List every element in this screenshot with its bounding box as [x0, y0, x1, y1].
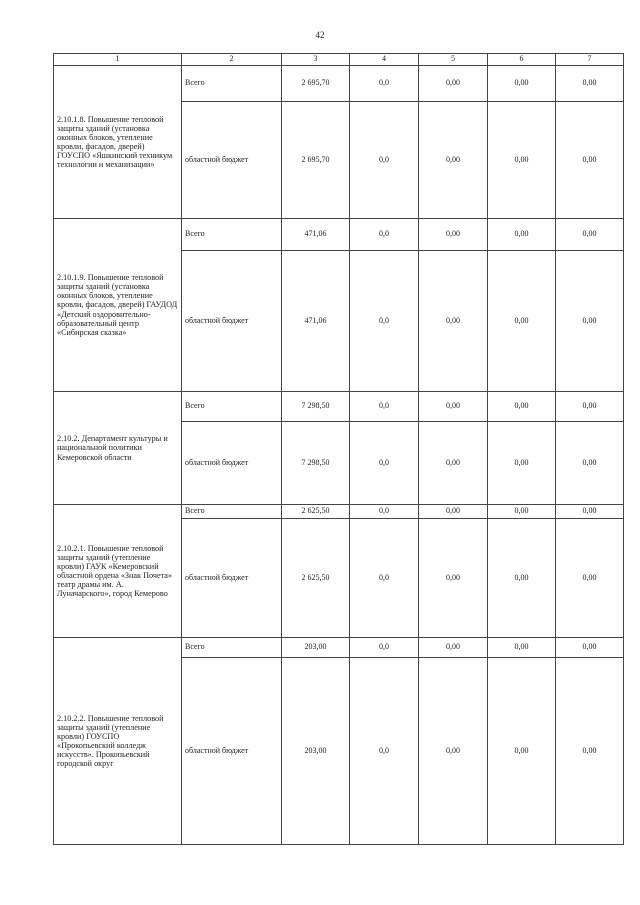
column-header: 1 [54, 54, 182, 66]
value-cell-col5: 0,00 [419, 251, 488, 392]
value-cell-col4: 0,0 [350, 66, 419, 102]
value-cell-col4: 0,0 [350, 519, 419, 638]
value-cell-col6: 0,00 [488, 219, 556, 251]
measure-name-cell: 2.10.2. Департамент культуры и национальной политики Кемеровской области [54, 392, 182, 505]
table-row-total [54, 638, 624, 658]
measure-name-cell: 2.10.1.9. Повышение тепловой защиты зданий (установка оконных блоков, утепление кровли, фасадов, дверей) ГАУДОД «Детский оздоровительно-образовательный центр «Сибирская сказка» [54, 219, 182, 392]
measure-name-cell: 2.10.2.2. Повышение тепловой защиты зданий (утепление кровли) ГОУСПО «Прокопьевский колледж искусств». Прокопьевский городской округ [54, 638, 182, 845]
column-header: 7 [556, 54, 624, 66]
column-header: 5 [419, 54, 488, 66]
value-cell-col6: 0,00 [488, 102, 556, 219]
value-cell-col7: 0,00 [556, 66, 624, 102]
value-cell-col6: 0,00 [488, 638, 556, 658]
table-row-total [54, 66, 624, 102]
value-cell-col7: 0,00 [556, 422, 624, 505]
value-cell-col4: 0,0 [350, 422, 419, 505]
measure-name-cell: 2.10.2.1. Повышение тепловой защиты зданий (утепление кровли) ГАУК «Кемеровский областной ордена «Знак Почета» театр драмы им. А. Луначарского», город Кемерово [54, 505, 182, 638]
funding-source-cell: Всего [182, 638, 282, 658]
value-cell-col3: 2 625,50 [282, 519, 350, 638]
column-header: 3 [282, 54, 350, 66]
value-cell-col5: 0,00 [419, 66, 488, 102]
value-cell-col4: 0,0 [350, 505, 419, 519]
value-cell-col4: 0,0 [350, 102, 419, 219]
value-cell-col7: 0,00 [556, 102, 624, 219]
value-cell-col3: 7 298,50 [282, 392, 350, 422]
value-cell-col6: 0,00 [488, 392, 556, 422]
funding-source-cell: Всего [182, 392, 282, 422]
value-cell-col6: 0,00 [488, 658, 556, 845]
table-row-total [54, 392, 624, 422]
funding-source-cell: областной бюджет [182, 251, 282, 392]
budget-table [53, 53, 624, 845]
value-cell-col3: 2 695,70 [282, 66, 350, 102]
value-cell-col3: 203,00 [282, 658, 350, 845]
value-cell-col7: 0,00 [556, 519, 624, 638]
value-cell-col5: 0,00 [419, 422, 488, 505]
value-cell-col4: 0,0 [350, 251, 419, 392]
funding-source-cell: областной бюджет [182, 102, 282, 219]
value-cell-col3: 2 695,70 [282, 102, 350, 219]
value-cell-col5: 0,00 [419, 658, 488, 845]
value-cell-col4: 0,0 [350, 658, 419, 845]
column-header: 4 [350, 54, 419, 66]
value-cell-col3: 203,00 [282, 638, 350, 658]
page-number: 42 [315, 30, 325, 40]
funding-source-cell: областной бюджет [182, 422, 282, 505]
table-row-total [54, 219, 624, 251]
value-cell-col3: 2 625,50 [282, 505, 350, 519]
value-cell-col6: 0,00 [488, 66, 556, 102]
value-cell-col6: 0,00 [488, 519, 556, 638]
column-header-row [54, 54, 624, 66]
funding-source-cell: Всего [182, 505, 282, 519]
table-row-total [54, 505, 624, 519]
funding-source-cell: областной бюджет [182, 519, 282, 638]
value-cell-col5: 0,00 [419, 102, 488, 219]
value-cell-col5: 0,00 [419, 219, 488, 251]
value-cell-col7: 0,00 [556, 251, 624, 392]
value-cell-col4: 0,0 [350, 219, 419, 251]
funding-source-cell: Всего [182, 66, 282, 102]
value-cell-col6: 0,00 [488, 505, 556, 519]
value-cell-col3: 7 298,50 [282, 422, 350, 505]
value-cell-col3: 471,06 [282, 251, 350, 392]
value-cell-col7: 0,00 [556, 638, 624, 658]
value-cell-col7: 0,00 [556, 392, 624, 422]
value-cell-col3: 471,06 [282, 219, 350, 251]
value-cell-col5: 0,00 [419, 638, 488, 658]
value-cell-col6: 0,00 [488, 422, 556, 505]
column-header: 6 [488, 54, 556, 66]
value-cell-col4: 0,0 [350, 638, 419, 658]
value-cell-col7: 0,00 [556, 505, 624, 519]
funding-source-cell: Всего [182, 219, 282, 251]
value-cell-col5: 0,00 [419, 505, 488, 519]
column-header: 2 [182, 54, 282, 66]
funding-source-cell: областной бюджет [182, 658, 282, 845]
value-cell-col5: 0,00 [419, 392, 488, 422]
value-cell-col5: 0,00 [419, 519, 488, 638]
value-cell-col6: 0,00 [488, 251, 556, 392]
value-cell-col7: 0,00 [556, 219, 624, 251]
value-cell-col7: 0,00 [556, 658, 624, 845]
measure-name-cell: 2.10.1.8. Повышение тепловой защиты зданий (установка оконных блоков, утепление кровли, фасадов, дверей) ГОУСПО «Яшкинский техникум технологии и механизации» [54, 66, 182, 219]
value-cell-col4: 0,0 [350, 392, 419, 422]
